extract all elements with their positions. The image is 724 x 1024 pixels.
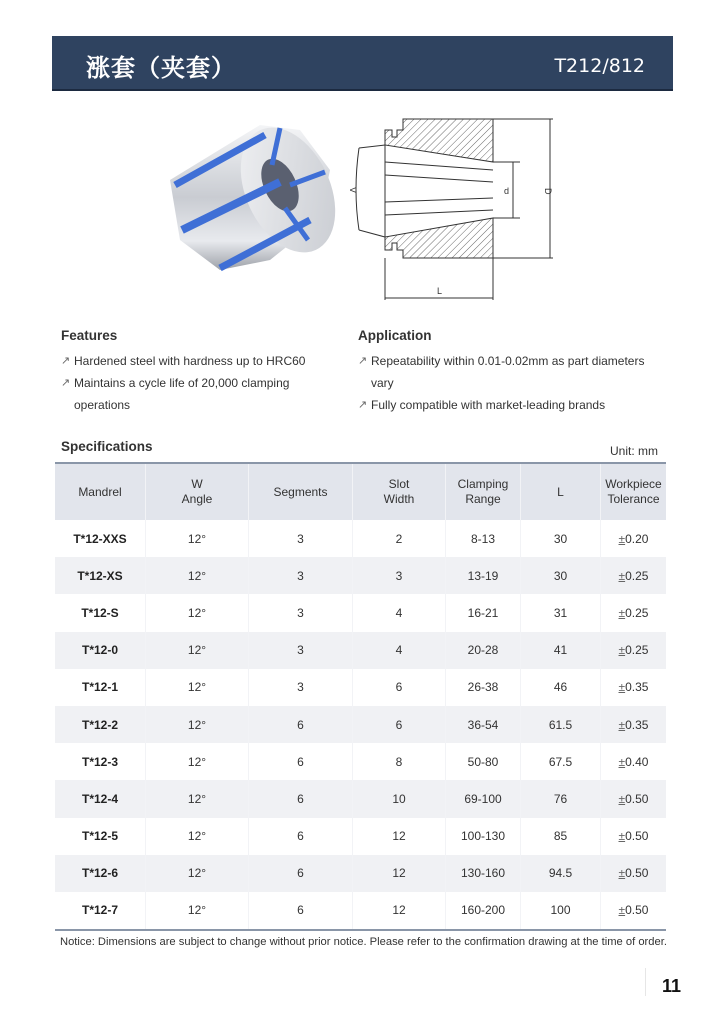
table-cell: 12° xyxy=(146,892,249,930)
table-row xyxy=(55,520,666,557)
mandrel-cell: T*12-6 xyxy=(55,855,146,892)
tolerance-cell: ±0.25 xyxy=(601,632,667,669)
application-heading: Application xyxy=(358,328,432,343)
title-banner xyxy=(52,36,673,91)
plus-minus-icon: ± xyxy=(618,643,626,658)
plus-minus-icon: ± xyxy=(618,605,626,620)
plus-minus-icon: ± xyxy=(618,791,626,806)
table-cell: 26-38 xyxy=(446,669,521,706)
table-cell: 4 xyxy=(353,594,446,631)
notice-text: Notice: Dimensions are subject to change without prior notice. Please refer to the confirmation drawing at the time of order. xyxy=(60,936,667,948)
table-cell: 12° xyxy=(146,706,249,743)
table-row xyxy=(55,632,666,669)
table-cell: 8 xyxy=(353,743,446,780)
product-code: T212/812 xyxy=(554,55,645,77)
table-cell: 2 xyxy=(353,520,446,557)
table-cell: 3 xyxy=(249,594,353,631)
plus-minus-icon: ± xyxy=(618,866,626,881)
table-cell: 6 xyxy=(249,818,353,855)
feature-item: ↗ Hardened steel with hardness up to HRC60 xyxy=(61,350,321,372)
tolerance-cell: ±0.25 xyxy=(618,605,649,620)
table-cell: 46 xyxy=(521,669,601,706)
application-list xyxy=(358,350,658,416)
table-cell: 50-80 xyxy=(446,743,521,780)
table-cell: 36-54 xyxy=(446,706,521,743)
plus-minus-icon: ± xyxy=(618,568,626,583)
arrow-up-right-icon: ↗ xyxy=(358,399,368,411)
table-cell: 3 xyxy=(249,520,353,557)
feature-item: ↗ Maintains a cycle life of 20,000 clamping operations xyxy=(61,372,321,416)
table-cell: 3 xyxy=(353,557,446,594)
mandrel-cell: T*12-7 xyxy=(55,892,146,930)
page-title: 涨套（夹套） xyxy=(86,54,236,82)
table-cell: 6 xyxy=(249,780,353,817)
table-cell: 67.5 xyxy=(521,743,601,780)
column-header: Slot Width xyxy=(353,463,446,520)
unit-label: Unit: mm xyxy=(610,444,658,458)
table-cell: 85 xyxy=(521,818,601,855)
table-header-row xyxy=(55,463,666,520)
column-header: Mandrel xyxy=(55,463,146,520)
specifications-table xyxy=(55,462,666,931)
table-row xyxy=(55,594,666,631)
table-cell: 12 xyxy=(353,892,446,930)
table-cell: 6 xyxy=(249,855,353,892)
collet-section-drawing-icon xyxy=(345,110,570,310)
page-number: 11 xyxy=(662,976,682,996)
table-cell: 12° xyxy=(146,855,249,892)
table-cell: 94.5 xyxy=(521,855,601,892)
application-item: ↗ Repeatability within 0.01-0.02mm as part diameters vary xyxy=(358,350,658,394)
arrow-up-right-icon: ↗ xyxy=(358,355,368,367)
table-row xyxy=(55,780,666,817)
mandrel-cell: T*12-XS xyxy=(55,557,146,594)
table-cell: 30 xyxy=(521,520,601,557)
table-cell: 3 xyxy=(249,557,353,594)
table-row xyxy=(55,557,666,594)
table-cell: 12° xyxy=(146,557,249,594)
expanding-collet-photo-icon xyxy=(160,110,340,280)
svg-text:D: D xyxy=(543,188,553,195)
table-row xyxy=(55,706,666,743)
tolerance-cell: ±0.50 xyxy=(601,780,667,817)
mandrel-cell: T*12-1 xyxy=(55,669,146,706)
table-cell: 16-21 xyxy=(446,594,521,631)
column-header: Workpiece Tolerance xyxy=(601,463,667,520)
table-cell: 12° xyxy=(146,818,249,855)
column-header: L xyxy=(521,463,601,520)
tolerance-cell: ±0.20 xyxy=(618,531,649,546)
table-cell: 31 xyxy=(521,594,601,631)
table-cell: 61.5 xyxy=(521,706,601,743)
mandrel-cell: T*12-4 xyxy=(55,780,146,817)
svg-text:V: V xyxy=(348,187,358,194)
features-list xyxy=(61,350,321,416)
table-cell: 6 xyxy=(249,892,353,930)
table-cell: 12° xyxy=(146,743,249,780)
plus-minus-icon: ± xyxy=(618,680,626,695)
arrow-up-right-icon: ↗ xyxy=(61,377,71,389)
table-cell: 12° xyxy=(146,780,249,817)
plus-minus-icon: ± xyxy=(618,754,626,769)
table-cell: 6 xyxy=(353,669,446,706)
table-cell: 8-13 xyxy=(446,520,521,557)
mandrel-cell: T*12-0 xyxy=(55,632,146,669)
mandrel-cell: T*12-XXS xyxy=(55,520,146,557)
tolerance-cell: ±0.25 xyxy=(601,557,667,594)
plus-minus-icon: ± xyxy=(618,829,626,844)
table-cell: 13-19 xyxy=(446,557,521,594)
table-cell: 6 xyxy=(249,706,353,743)
tolerance-cell: ±0.50 xyxy=(618,829,649,844)
application-item: ↗ Fully compatible with market-leading brands xyxy=(358,394,658,416)
plus-minus-icon: ± xyxy=(618,903,626,918)
table-cell: 160-200 xyxy=(446,892,521,930)
tolerance-cell: ±0.50 xyxy=(601,892,667,930)
table-cell: 4 xyxy=(353,632,446,669)
table-cell: 20-28 xyxy=(446,632,521,669)
column-header: Clamping Range xyxy=(446,463,521,520)
table-cell: 10 xyxy=(353,780,446,817)
features-heading: Features xyxy=(61,328,118,343)
plus-minus-icon: ± xyxy=(618,717,626,732)
svg-text:L: L xyxy=(437,286,443,296)
mandrel-cell: T*12-2 xyxy=(55,706,146,743)
table-row xyxy=(55,818,666,855)
table-row xyxy=(55,892,666,930)
mandrel-cell: T*12-S xyxy=(55,594,146,631)
column-header: W Angle xyxy=(146,463,249,520)
svg-text:d: d xyxy=(504,186,510,196)
table-cell: 100 xyxy=(521,892,601,930)
table-cell: 3 xyxy=(249,632,353,669)
page-number-divider xyxy=(645,968,646,996)
tolerance-cell: ±0.50 xyxy=(601,855,667,892)
tolerance-cell: ±0.40 xyxy=(618,754,649,769)
table-row xyxy=(55,743,666,780)
table-cell: 12° xyxy=(146,669,249,706)
table-cell: 3 xyxy=(249,669,353,706)
plus-minus-icon: ± xyxy=(618,531,626,546)
table-cell: 76 xyxy=(521,780,601,817)
table-cell: 69-100 xyxy=(446,780,521,817)
mandrel-cell: T*12-5 xyxy=(55,818,146,855)
tolerance-cell: ±0.35 xyxy=(601,706,667,743)
table-cell: 12° xyxy=(146,520,249,557)
table-cell: 6 xyxy=(249,743,353,780)
table-cell: 41 xyxy=(521,632,601,669)
table-cell: 12 xyxy=(353,855,446,892)
table-cell: 100-130 xyxy=(446,818,521,855)
table-row xyxy=(55,855,666,892)
table-cell: 12° xyxy=(146,594,249,631)
specifications-heading: Specifications xyxy=(61,439,153,454)
table-cell: 30 xyxy=(521,557,601,594)
column-header: Segments xyxy=(249,463,353,520)
table-cell: 12 xyxy=(353,818,446,855)
mandrel-cell: T*12-3 xyxy=(55,743,146,780)
table-cell: 12° xyxy=(146,632,249,669)
tolerance-cell: ±0.35 xyxy=(618,680,649,695)
table-cell: 130-160 xyxy=(446,855,521,892)
table-row xyxy=(55,669,666,706)
arrow-up-right-icon: ↗ xyxy=(61,355,71,367)
table-cell: 6 xyxy=(353,706,446,743)
